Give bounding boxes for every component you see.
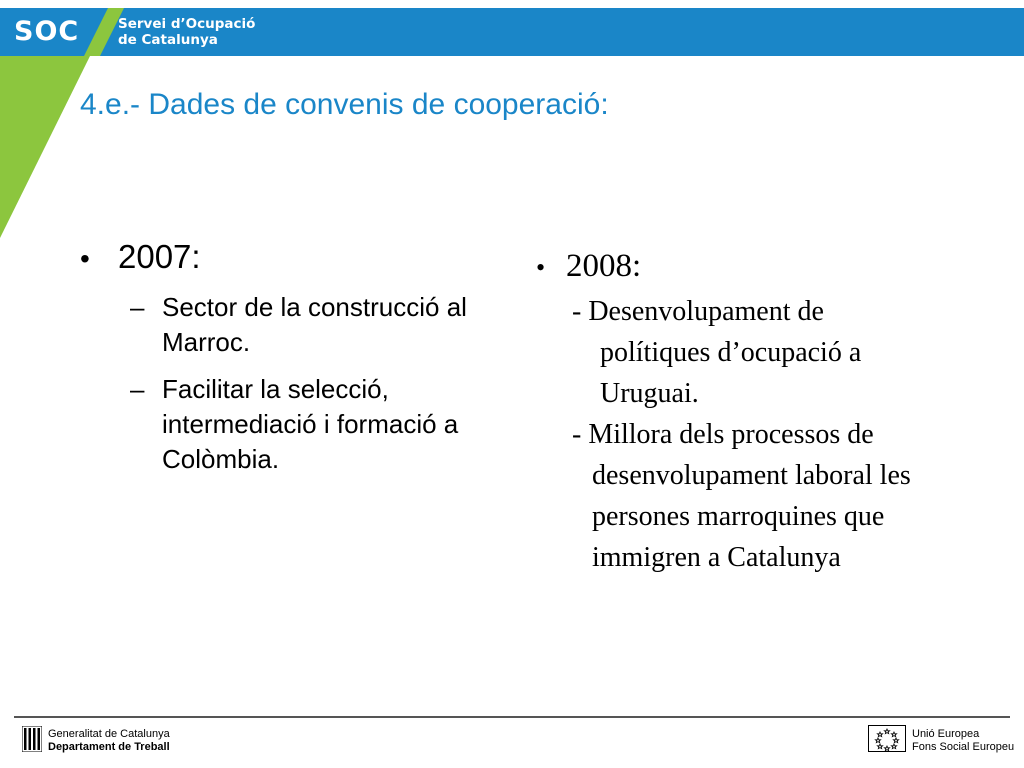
bullet-2007	[80, 238, 520, 276]
org-name	[118, 16, 255, 48]
generalitat-line1: Generalitat de Catalunya	[48, 728, 170, 740]
eu-line2: Fons Social Europeu	[912, 741, 1015, 753]
text-line: desenvolupament laboral les	[592, 460, 911, 491]
dash-marker: –	[130, 374, 145, 404]
bullet-dot: •	[536, 253, 546, 282]
text-line: - Desenvolupament de	[572, 296, 824, 327]
text-line: persones marroquines que	[592, 501, 885, 532]
eu-line1: Unió Europea	[912, 728, 980, 740]
eu-text	[912, 728, 1014, 754]
sub-item-text: Facilitar la selecció, intermediació i formació a Colòmbia.	[162, 374, 459, 474]
footer-divider	[14, 716, 1010, 718]
sub-item	[130, 290, 520, 360]
org-name-line2: de Catalunya	[118, 32, 218, 48]
eu-flag-icon	[868, 725, 906, 752]
generalitat-text	[48, 728, 170, 754]
soc-logo: SOC	[14, 16, 80, 47]
sub-item-text: Sector de la construcció al Marroc.	[162, 292, 467, 357]
org-name-line1: Servei d’Ocupació	[118, 16, 256, 32]
bullet-dot: •	[80, 243, 90, 274]
dash-marker: –	[130, 292, 145, 322]
text-line: immigren a Catalunya	[592, 542, 841, 573]
slide-title: 4.e.- Dades de convenis de cooperació:	[80, 88, 609, 121]
text-line: - Millora dels processos de	[572, 419, 874, 450]
year-2007: 2007:	[118, 238, 201, 275]
text-line: polítiques d’ocupació a	[600, 337, 862, 368]
header-bar	[0, 8, 1024, 56]
year-2008: 2008:	[566, 248, 642, 284]
text-block-2008	[536, 291, 1006, 578]
sub-list-2007	[80, 290, 520, 477]
green-wedge	[0, 56, 90, 238]
generalitat-logo-icon	[22, 726, 42, 752]
sub-item	[130, 372, 520, 477]
text-line: Uruguai.	[600, 378, 699, 409]
department-line: Departament de Treball	[48, 741, 170, 753]
bullet-2008	[536, 248, 1006, 285]
left-column	[80, 238, 520, 489]
right-column	[536, 248, 1006, 578]
